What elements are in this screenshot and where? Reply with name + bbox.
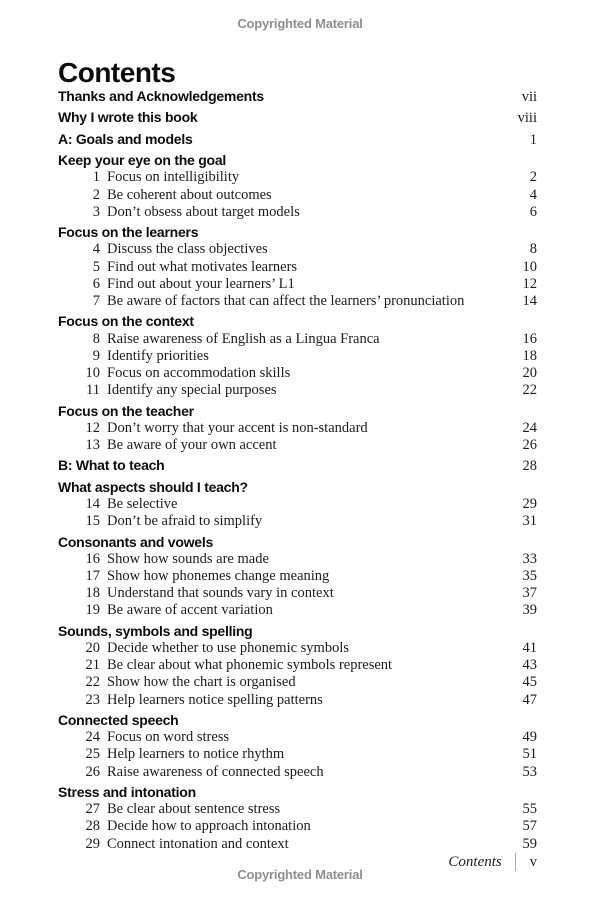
- toc-item-row: [58, 241, 537, 258]
- toc-item-title: Focus on word stress: [107, 729, 230, 746]
- toc-item-number: 17: [85, 567, 100, 584]
- toc-item-row: [58, 602, 537, 619]
- toc-item-page-number: 31: [522, 513, 537, 530]
- contents-page-body: [58, 57, 537, 853]
- toc-item-page-number: 10: [522, 258, 537, 275]
- footer-page-number: v: [529, 853, 537, 870]
- toc-heading-label: Connected speech: [58, 711, 179, 728]
- toc-item-title: Identify any special purposes: [107, 382, 277, 399]
- toc-item-row: [58, 513, 537, 530]
- toc-item-title: Be aware of factors that can affect the learners’ pronunciation: [107, 292, 465, 309]
- toc-item-title: Decide whether to use phonemic symbols: [107, 639, 350, 656]
- toc-item-number: 25: [85, 746, 100, 763]
- toc-item-number: 15: [85, 513, 100, 530]
- toc-item-page-number: 53: [522, 763, 537, 780]
- toc-item-title: Be coherent about outcomes: [107, 186, 272, 203]
- toc-item-title: Decide how to approach intonation: [107, 818, 311, 835]
- toc-item-title: Raise awareness of English as a Lingua Franca: [107, 330, 380, 347]
- toc-item-number: 9: [92, 347, 100, 364]
- toc-item-page-number: 45: [522, 674, 537, 691]
- toc-item-row: [58, 801, 537, 818]
- toc-item-page-number: 18: [522, 347, 537, 364]
- copyright-banner-top: Copyrighted Material: [237, 16, 363, 31]
- toc-item-page-number: 29: [522, 495, 537, 512]
- toc-section-heading: [58, 479, 537, 496]
- toc-item-page-number: 33: [522, 550, 537, 567]
- toc-item-title: Be aware of accent variation: [107, 602, 273, 619]
- toc-item-row: [58, 259, 537, 276]
- toc-item-row: [58, 276, 537, 293]
- toc-item-title: Raise awareness of connected speech: [107, 763, 324, 780]
- table-of-contents: [58, 88, 537, 853]
- toc-item-title: Focus on intelligibility: [107, 169, 240, 186]
- footer-section-label: Contents: [448, 853, 502, 870]
- toc-item-page-number: 35: [522, 567, 537, 584]
- toc-item-row: [58, 187, 537, 204]
- toc-heading-label: Focus on the teacher: [58, 402, 194, 419]
- toc-item-page-number: 20: [522, 364, 537, 381]
- toc-item-number: 28: [85, 818, 100, 835]
- toc-item-title: Help learners notice spelling patterns: [107, 691, 323, 708]
- toc-heading-label: Why I wrote this book: [58, 109, 198, 126]
- toc-item-number: 3: [92, 203, 100, 220]
- toc-item-number: 13: [85, 436, 100, 453]
- toc-item-number: 10: [85, 364, 100, 381]
- toc-item-row: [58, 692, 537, 709]
- toc-section-heading: [58, 784, 537, 801]
- toc-item-page-number: 55: [522, 801, 537, 818]
- toc-item-title: Be selective: [107, 495, 178, 512]
- toc-item-title: Focus on accommodation skills: [107, 364, 291, 381]
- toc-item-page-number: 37: [522, 585, 537, 602]
- toc-item-number: 14: [85, 495, 100, 512]
- toc-item-number: 23: [85, 691, 100, 708]
- toc-section-heading: [58, 313, 537, 330]
- toc-item-title: Understand that sounds vary in context: [107, 585, 334, 602]
- toc-front-matter-row: [58, 88, 537, 106]
- toc-item-title: Be clear about sentence stress: [107, 801, 281, 818]
- toc-item-number: 1: [92, 169, 100, 186]
- toc-item-row: [58, 729, 537, 746]
- toc-item-page-number: 22: [522, 382, 537, 399]
- toc-item-number: 11: [86, 382, 100, 399]
- toc-item-title: Be aware of your own accent: [107, 436, 277, 453]
- toc-item-page-number: 57: [522, 818, 537, 835]
- toc-heading-page-number: vii: [521, 89, 537, 105]
- toc-item-row: [58, 640, 537, 657]
- toc-item-number: 8: [92, 330, 100, 347]
- toc-item-number: 4: [92, 241, 100, 258]
- toc-item-row: [58, 836, 537, 853]
- toc-item-row: [58, 657, 537, 674]
- toc-item-row: [58, 348, 537, 365]
- toc-item-number: 22: [85, 674, 100, 691]
- toc-item-title: Help learners to notice rhythm: [107, 746, 285, 763]
- toc-item-row: [58, 764, 537, 781]
- toc-item-row: [58, 551, 537, 568]
- toc-item-title: Find out about your learners’ L1: [107, 275, 295, 292]
- toc-item-row: [58, 496, 537, 513]
- toc-item-title: Show how sounds are made: [107, 550, 269, 567]
- toc-item-number: 19: [85, 602, 100, 619]
- toc-item-page-number: 4: [529, 186, 537, 203]
- toc-item-page-number: 51: [522, 746, 537, 763]
- toc-item-page-number: 39: [522, 602, 537, 619]
- toc-heading-page-number: 28: [522, 458, 537, 475]
- toc-section-heading: [58, 152, 537, 169]
- toc-item-page-number: 14: [522, 292, 537, 309]
- toc-heading-label: Stress and intonation: [58, 783, 196, 800]
- toc-item-row: [58, 169, 537, 186]
- toc-section-heading: [58, 712, 537, 729]
- toc-heading-label: Focus on the learners: [58, 224, 199, 241]
- copyright-banner-bottom: Copyrighted Material: [237, 867, 363, 882]
- toc-section-heading: [58, 224, 537, 241]
- toc-item-page-number: 24: [522, 419, 537, 436]
- toc-item-page-number: 47: [522, 691, 537, 708]
- toc-item-number: 12: [85, 419, 100, 436]
- toc-item-title: Discuss the class objectives: [107, 241, 268, 258]
- toc-heading-label: B: What to teach: [58, 457, 165, 474]
- toc-item-page-number: 8: [529, 241, 537, 258]
- toc-item-title: Don’t worry that your accent is non-standard: [107, 419, 368, 436]
- page-title: Contents: [58, 57, 176, 88]
- toc-item-title: Find out what motivates learners: [107, 258, 298, 275]
- toc-item-row: [58, 420, 537, 437]
- toc-item-number: 27: [85, 801, 100, 818]
- toc-item-number: 20: [85, 639, 100, 656]
- toc-item-number: 26: [85, 763, 100, 780]
- toc-heading-label: Sounds, symbols and spelling: [58, 622, 253, 639]
- toc-item-page-number: 6: [529, 203, 537, 220]
- toc-item-row: [58, 365, 537, 382]
- toc-heading-label: Keep your eye on the goal: [58, 152, 227, 169]
- toc-item-row: [58, 204, 537, 221]
- toc-item-page-number: 16: [522, 330, 537, 347]
- toc-item-title: Don’t obsess about target models: [107, 203, 300, 220]
- toc-item-row: [58, 585, 537, 602]
- toc-item-row: [58, 568, 537, 585]
- toc-item-number: 2: [92, 186, 100, 203]
- toc-item-row: [58, 818, 537, 835]
- toc-front-matter-row: [58, 131, 537, 149]
- toc-item-title: Identify priorities: [107, 347, 209, 364]
- toc-section-heading: [58, 403, 537, 420]
- toc-item-title: Connect intonation and context: [107, 835, 289, 852]
- toc-heading-label: Focus on the context: [58, 313, 194, 330]
- toc-item-row: [58, 437, 537, 454]
- toc-item-page-number: 12: [522, 275, 537, 292]
- toc-item-page-number: 2: [529, 169, 537, 186]
- toc-heading-label: Thanks and Acknowledgements: [58, 88, 264, 104]
- toc-heading-label: A: Goals and models: [58, 130, 193, 147]
- toc-heading-page-number: viii: [517, 110, 537, 127]
- toc-item-row: [58, 331, 537, 348]
- toc-item-row: [58, 382, 537, 399]
- toc-front-matter-row: [58, 109, 537, 127]
- toc-section-heading: [58, 623, 537, 640]
- toc-item-page-number: 49: [522, 729, 537, 746]
- toc-item-number: 21: [85, 657, 100, 674]
- toc-heading-label: What aspects should I teach?: [58, 478, 248, 495]
- toc-item-page-number: 59: [522, 835, 537, 852]
- toc-item-row: [58, 293, 537, 310]
- toc-item-number: 24: [85, 729, 100, 746]
- toc-item-number: 6: [92, 275, 100, 292]
- toc-item-row: [58, 746, 537, 763]
- toc-heading-label: Consonants and vowels: [58, 533, 213, 550]
- toc-item-title: Don’t be afraid to simplify: [107, 513, 263, 530]
- toc-item-number: 7: [92, 292, 100, 309]
- toc-heading-page-number: 1: [529, 131, 537, 148]
- toc-section-heading: [58, 534, 537, 551]
- toc-item-title: Show how phonemes change meaning: [107, 567, 330, 584]
- toc-item-title: Show how the chart is organised: [107, 674, 296, 691]
- toc-item-title: Be clear about what phonemic symbols represent: [107, 657, 393, 674]
- toc-item-number: 18: [85, 585, 100, 602]
- toc-item-page-number: 26: [522, 436, 537, 453]
- toc-item-number: 5: [92, 258, 100, 275]
- toc-item-page-number: 41: [522, 639, 537, 656]
- toc-item-row: [58, 674, 537, 691]
- toc-front-matter-row: [58, 457, 537, 475]
- toc-item-number: 16: [85, 550, 100, 567]
- toc-item-page-number: 43: [522, 657, 537, 674]
- toc-item-number: 29: [85, 835, 100, 852]
